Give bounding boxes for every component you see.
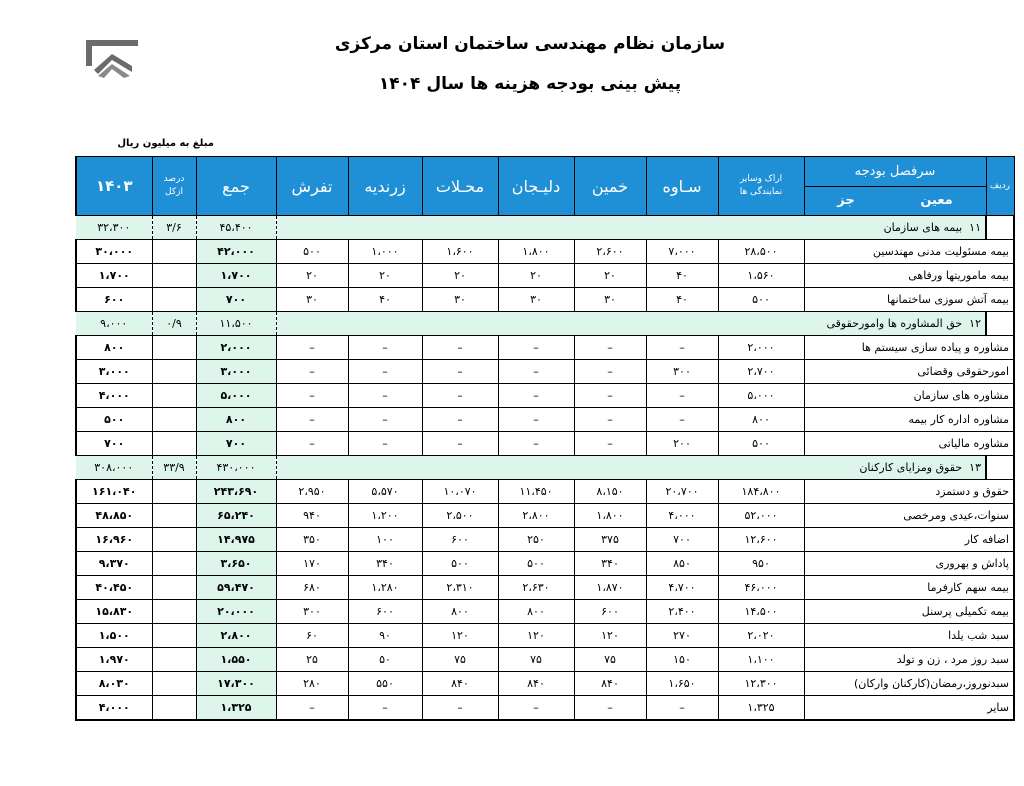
cell-tafresh: ۶۰ bbox=[276, 624, 348, 648]
group-row bbox=[76, 312, 1014, 336]
cell-tafresh: – bbox=[276, 432, 348, 456]
cell-zarandieh: ۵۵۰ bbox=[348, 672, 422, 696]
cell-saveh: – bbox=[646, 408, 718, 432]
cell-1403: ۵۰۰ bbox=[76, 408, 152, 432]
cell-tafresh: ۲۰ bbox=[276, 264, 348, 288]
cell-khomein: – bbox=[574, 408, 646, 432]
cell-tafresh: – bbox=[276, 696, 348, 721]
group-1403: ۳۲،۳۰۰ bbox=[76, 216, 152, 240]
cell-sum: ۱،۳۲۵ bbox=[196, 696, 276, 721]
cell-khomein: – bbox=[574, 696, 646, 721]
cell-delijan: ۷۵ bbox=[498, 648, 574, 672]
cell-percent bbox=[152, 360, 196, 384]
cell-saveh: ۳۰۰ bbox=[646, 360, 718, 384]
cell-sum: ۱۴،۹۷۵ bbox=[196, 528, 276, 552]
cell-saveh: ۱۵۰ bbox=[646, 648, 718, 672]
cell-zarandieh: ۱،۰۰۰ bbox=[348, 240, 422, 264]
cell-percent bbox=[152, 336, 196, 360]
budget-table bbox=[75, 156, 1015, 721]
cell-arak: ۱۴،۵۰۰ bbox=[718, 600, 804, 624]
cell-1403: ۸۰۰ bbox=[76, 336, 152, 360]
cell-delijan: – bbox=[498, 432, 574, 456]
cell-saveh: ۱،۶۵۰ bbox=[646, 672, 718, 696]
cell-item-name: سبد روز مرد ، زن و تولد bbox=[804, 648, 1014, 672]
cell-delijan: – bbox=[498, 336, 574, 360]
table-row bbox=[76, 480, 1014, 504]
cell-tafresh: ۳۰ bbox=[276, 288, 348, 312]
cell-1403: ۱،۵۰۰ bbox=[76, 624, 152, 648]
cell-sum: ۷۰۰ bbox=[196, 288, 276, 312]
cell-item-name: امورحقوقی وقضائی bbox=[804, 360, 1014, 384]
col-header-moin: معین bbox=[920, 193, 953, 209]
cell-saveh: – bbox=[646, 384, 718, 408]
table-row bbox=[76, 576, 1014, 600]
cell-1403: ۸،۰۳۰ bbox=[76, 672, 152, 696]
table-row bbox=[76, 672, 1014, 696]
cell-item-name: سایر bbox=[804, 696, 1014, 721]
cell-percent bbox=[152, 600, 196, 624]
cell-delijan: – bbox=[498, 384, 574, 408]
group-title bbox=[276, 312, 986, 336]
col-header-zarandieh: زرندیه bbox=[348, 157, 422, 216]
unit-note: مبلغ به میلیون ریال bbox=[117, 138, 214, 149]
cell-mahallat: – bbox=[422, 360, 498, 384]
cell-khomein: ۲،۶۰۰ bbox=[574, 240, 646, 264]
cell-khomein: ۳۴۰ bbox=[574, 552, 646, 576]
cell-arak: ۱،۵۶۰ bbox=[718, 264, 804, 288]
cell-mahallat: ۷۵ bbox=[422, 648, 498, 672]
cell-zarandieh: ۴۰ bbox=[348, 288, 422, 312]
cell-sum: ۱،۷۰۰ bbox=[196, 264, 276, 288]
cell-mahallat: – bbox=[422, 696, 498, 721]
cell-tafresh: ۶۸۰ bbox=[276, 576, 348, 600]
cell-arak: ۱۸۴،۸۰۰ bbox=[718, 480, 804, 504]
table-row bbox=[76, 408, 1014, 432]
cell-zarandieh: – bbox=[348, 336, 422, 360]
cell-tafresh: ۲۵ bbox=[276, 648, 348, 672]
cell-saveh: ۴۰ bbox=[646, 288, 718, 312]
group-code: ۱۱ bbox=[969, 221, 981, 234]
group-percent: ۰/۹ bbox=[152, 312, 196, 336]
cell-arak: ۲،۰۲۰ bbox=[718, 624, 804, 648]
cell-tafresh: ۱۷۰ bbox=[276, 552, 348, 576]
cell-arak: ۲،۷۰۰ bbox=[718, 360, 804, 384]
cell-khomein: ۱،۸۰۰ bbox=[574, 504, 646, 528]
cell-item-name: بیمه مسئولیت مدنی مهندسین bbox=[804, 240, 1014, 264]
cell-tafresh: ۲۸۰ bbox=[276, 672, 348, 696]
cell-1403: ۴،۰۰۰ bbox=[76, 696, 152, 721]
cell-item-name: مشاوره مالیاتی bbox=[804, 432, 1014, 456]
group-percent: ۳/۶ bbox=[152, 216, 196, 240]
cell-delijan: ۱۱،۴۵۰ bbox=[498, 480, 574, 504]
cell-item-name: اضافه کار bbox=[804, 528, 1014, 552]
table-row bbox=[76, 624, 1014, 648]
cell-khomein: ۱،۸۷۰ bbox=[574, 576, 646, 600]
cell-zarandieh: ۹۰ bbox=[348, 624, 422, 648]
cell-sum: ۲۰،۰۰۰ bbox=[196, 600, 276, 624]
cell-1403: ۱۵،۸۳۰ bbox=[76, 600, 152, 624]
cell-arak: ۱۲،۶۰۰ bbox=[718, 528, 804, 552]
cell-arak: ۹۵۰ bbox=[718, 552, 804, 576]
cell-zarandieh: ۵،۵۷۰ bbox=[348, 480, 422, 504]
cell-sum: ۵۹،۴۷۰ bbox=[196, 576, 276, 600]
col-header-tafresh: تفرش bbox=[276, 157, 348, 216]
cell-percent bbox=[152, 552, 196, 576]
table-row bbox=[76, 504, 1014, 528]
cell-1403: ۴۰،۴۵۰ bbox=[76, 576, 152, 600]
cell-sum: ۵،۰۰۰ bbox=[196, 384, 276, 408]
cell-mahallat: ۲،۳۱۰ bbox=[422, 576, 498, 600]
table-row bbox=[76, 360, 1014, 384]
col-header-budget-title: سرفصل بودجه bbox=[805, 157, 986, 187]
cell-sum: ۲،۰۰۰ bbox=[196, 336, 276, 360]
cell-khomein: ۶۰۰ bbox=[574, 600, 646, 624]
cell-item-name: بیمه تکمیلی پرسنل bbox=[804, 600, 1014, 624]
cell-item-name: مشاوره های سازمان bbox=[804, 384, 1014, 408]
cell-delijan: ۲،۸۰۰ bbox=[498, 504, 574, 528]
cell-saveh: ۲۷۰ bbox=[646, 624, 718, 648]
cell-percent bbox=[152, 384, 196, 408]
cell-tafresh: – bbox=[276, 384, 348, 408]
cell-khomein: – bbox=[574, 432, 646, 456]
cell-mahallat: – bbox=[422, 384, 498, 408]
cell-zarandieh: ۲۰ bbox=[348, 264, 422, 288]
col-header-saveh: سـاوه bbox=[646, 157, 718, 216]
table-row bbox=[76, 528, 1014, 552]
col-header-percent bbox=[152, 157, 196, 216]
cell-percent bbox=[152, 624, 196, 648]
cell-mahallat: ۱،۶۰۰ bbox=[422, 240, 498, 264]
cell-tafresh: ۲،۹۵۰ bbox=[276, 480, 348, 504]
group-radif-cell bbox=[986, 312, 1014, 336]
cell-khomein: – bbox=[574, 360, 646, 384]
cell-khomein: ۳۰ bbox=[574, 288, 646, 312]
cell-mahallat: ۱۰،۰۷۰ bbox=[422, 480, 498, 504]
cell-zarandieh: ۱،۲۰۰ bbox=[348, 504, 422, 528]
cell-arak: ۵۰۰ bbox=[718, 288, 804, 312]
cell-percent bbox=[152, 288, 196, 312]
col-header-budget-head bbox=[804, 157, 986, 216]
cell-1403: ۱۶،۹۶۰ bbox=[76, 528, 152, 552]
cell-item-name: سبد شب یلدا bbox=[804, 624, 1014, 648]
cell-sum: ۲،۸۰۰ bbox=[196, 624, 276, 648]
cell-item-name: سبدنوروز،رمضان(کارکنان وارکان) bbox=[804, 672, 1014, 696]
cell-arak: ۵،۰۰۰ bbox=[718, 384, 804, 408]
table-row bbox=[76, 240, 1014, 264]
table-row bbox=[76, 264, 1014, 288]
cell-khomein: ۷۵ bbox=[574, 648, 646, 672]
table-row bbox=[76, 696, 1014, 721]
cell-1403: ۶۰۰ bbox=[76, 288, 152, 312]
group-row bbox=[76, 456, 1014, 480]
cell-sum: ۳،۰۰۰ bbox=[196, 360, 276, 384]
cell-arak: ۱۲،۳۰۰ bbox=[718, 672, 804, 696]
table-row bbox=[76, 288, 1014, 312]
cell-zarandieh: – bbox=[348, 696, 422, 721]
cell-item-name: بیمه آتش سوزی ساختمانها bbox=[804, 288, 1014, 312]
cell-khomein: ۸،۱۵۰ bbox=[574, 480, 646, 504]
cell-delijan: – bbox=[498, 696, 574, 721]
table-row bbox=[76, 648, 1014, 672]
cell-delijan: – bbox=[498, 408, 574, 432]
cell-1403: ۳،۰۰۰ bbox=[76, 360, 152, 384]
cell-zarandieh: ۶۰۰ bbox=[348, 600, 422, 624]
cell-1403: ۱،۷۰۰ bbox=[76, 264, 152, 288]
cell-sum: ۴۲،۰۰۰ bbox=[196, 240, 276, 264]
cell-saveh: ۸۵۰ bbox=[646, 552, 718, 576]
table-header-row bbox=[76, 157, 1014, 216]
group-code: ۱۲ bbox=[969, 317, 981, 330]
col-header-mahallat: محـلات bbox=[422, 157, 498, 216]
cell-item-name: حقوق و دستمزد bbox=[804, 480, 1014, 504]
group-1403: ۹،۰۰۰ bbox=[76, 312, 152, 336]
cell-delijan: – bbox=[498, 360, 574, 384]
col-header-delijan: دلیـجان bbox=[498, 157, 574, 216]
cell-sum: ۷۰۰ bbox=[196, 432, 276, 456]
group-1403: ۳۰۸،۰۰۰ bbox=[76, 456, 152, 480]
cell-saveh: ۴،۷۰۰ bbox=[646, 576, 718, 600]
cell-zarandieh: ۵۰ bbox=[348, 648, 422, 672]
cell-saveh: ۲،۴۰۰ bbox=[646, 600, 718, 624]
cell-tafresh: ۳۵۰ bbox=[276, 528, 348, 552]
cell-khomein: ۸۴۰ bbox=[574, 672, 646, 696]
cell-khomein: – bbox=[574, 384, 646, 408]
cell-zarandieh: ۱،۲۸۰ bbox=[348, 576, 422, 600]
cell-percent bbox=[152, 264, 196, 288]
group-row bbox=[76, 216, 1014, 240]
cell-sum: ۱،۵۵۰ bbox=[196, 648, 276, 672]
cell-zarandieh: – bbox=[348, 408, 422, 432]
report-title: پیش بینی بودجه هزینه ها سال ۱۴۰۴ bbox=[378, 74, 682, 94]
organization-title: سازمان نظام مهندسی ساختمان استان مرکزی bbox=[334, 34, 726, 54]
table-row bbox=[76, 384, 1014, 408]
cell-1403: ۳۰،۰۰۰ bbox=[76, 240, 152, 264]
cell-khomein: ۲۰ bbox=[574, 264, 646, 288]
cell-item-name: پاداش و بهروری bbox=[804, 552, 1014, 576]
cell-sum: ۲۴۳،۶۹۰ bbox=[196, 480, 276, 504]
cell-khomein: ۱۲۰ bbox=[574, 624, 646, 648]
cell-mahallat: ۶۰۰ bbox=[422, 528, 498, 552]
col-header-arak-text: اراک وسایر نمایندگی ها bbox=[739, 174, 783, 197]
table-row bbox=[76, 552, 1014, 576]
cell-percent bbox=[152, 696, 196, 721]
col-header-percent-text: درصد ازکل bbox=[163, 174, 185, 197]
organization-logo-icon bbox=[82, 36, 142, 82]
cell-1403: ۷۰۰ bbox=[76, 432, 152, 456]
cell-zarandieh: – bbox=[348, 384, 422, 408]
cell-sum: ۱۷،۳۰۰ bbox=[196, 672, 276, 696]
cell-delijan: ۲۰ bbox=[498, 264, 574, 288]
group-title bbox=[276, 456, 986, 480]
cell-item-name: مشاوره اداره کار بیمه bbox=[804, 408, 1014, 432]
group-percent: ۳۳/۹ bbox=[152, 456, 196, 480]
cell-1403: ۴،۰۰۰ bbox=[76, 384, 152, 408]
cell-arak: ۵۰۰ bbox=[718, 432, 804, 456]
cell-percent bbox=[152, 528, 196, 552]
cell-mahallat: ۸۰۰ bbox=[422, 600, 498, 624]
cell-percent bbox=[152, 672, 196, 696]
cell-arak: ۲۸،۵۰۰ bbox=[718, 240, 804, 264]
cell-mahallat: ۲۰ bbox=[422, 264, 498, 288]
cell-mahallat: ۳۰ bbox=[422, 288, 498, 312]
cell-arak: ۱،۳۲۵ bbox=[718, 696, 804, 721]
cell-mahallat: – bbox=[422, 336, 498, 360]
col-header-sum: جمع bbox=[196, 157, 276, 216]
group-code: ۱۳ bbox=[969, 461, 981, 474]
table-row bbox=[76, 336, 1014, 360]
cell-mahallat: ۲،۵۰۰ bbox=[422, 504, 498, 528]
group-title-text: حقوق ومزایای کارکنان bbox=[859, 461, 963, 474]
col-header-radif: ردیف bbox=[986, 157, 1014, 216]
cell-arak: ۱،۱۰۰ bbox=[718, 648, 804, 672]
cell-delijan: ۲۵۰ bbox=[498, 528, 574, 552]
cell-percent bbox=[152, 576, 196, 600]
group-title bbox=[276, 216, 986, 240]
cell-saveh: ۲۰،۷۰۰ bbox=[646, 480, 718, 504]
col-header-khomein: خمین bbox=[574, 157, 646, 216]
cell-mahallat: ۱۲۰ bbox=[422, 624, 498, 648]
cell-delijan: ۸۴۰ bbox=[498, 672, 574, 696]
cell-mahallat: – bbox=[422, 408, 498, 432]
cell-tafresh: ۹۴۰ bbox=[276, 504, 348, 528]
cell-khomein: – bbox=[574, 336, 646, 360]
cell-mahallat: – bbox=[422, 432, 498, 456]
cell-saveh: – bbox=[646, 336, 718, 360]
cell-delijan: ۸۰۰ bbox=[498, 600, 574, 624]
cell-mahallat: ۵۰۰ bbox=[422, 552, 498, 576]
cell-tafresh: ۵۰۰ bbox=[276, 240, 348, 264]
group-title-text: بیمه های سازمان bbox=[883, 221, 963, 234]
cell-item-name: مشاوره و پیاده سازی سیستم ها bbox=[804, 336, 1014, 360]
cell-arak: ۴۶،۰۰۰ bbox=[718, 576, 804, 600]
cell-mahallat: ۸۴۰ bbox=[422, 672, 498, 696]
cell-zarandieh: ۳۴۰ bbox=[348, 552, 422, 576]
group-radif-cell bbox=[986, 456, 1014, 480]
group-radif-cell bbox=[986, 216, 1014, 240]
table-row bbox=[76, 600, 1014, 624]
cell-delijan: ۳۰ bbox=[498, 288, 574, 312]
cell-saveh: ۲۰۰ bbox=[646, 432, 718, 456]
cell-delijan: ۵۰۰ bbox=[498, 552, 574, 576]
cell-tafresh: – bbox=[276, 336, 348, 360]
cell-item-name: بیمه سهم کارفرما bbox=[804, 576, 1014, 600]
col-header-arak bbox=[718, 157, 804, 216]
cell-percent bbox=[152, 648, 196, 672]
cell-saveh: – bbox=[646, 696, 718, 721]
cell-saveh: ۴،۰۰۰ bbox=[646, 504, 718, 528]
cell-sum: ۶۵،۲۴۰ bbox=[196, 504, 276, 528]
group-sum: ۴۳۰،۰۰۰ bbox=[196, 456, 276, 480]
cell-arak: ۸۰۰ bbox=[718, 408, 804, 432]
cell-arak: ۵۲،۰۰۰ bbox=[718, 504, 804, 528]
cell-zarandieh: – bbox=[348, 432, 422, 456]
cell-zarandieh: ۱۰۰ bbox=[348, 528, 422, 552]
cell-item-name: بیمه ماموریتها ورفاهی bbox=[804, 264, 1014, 288]
cell-1403: ۴۸،۸۵۰ bbox=[76, 504, 152, 528]
cell-tafresh: – bbox=[276, 360, 348, 384]
col-header-joz: جز bbox=[837, 193, 855, 209]
cell-arak: ۲،۰۰۰ bbox=[718, 336, 804, 360]
cell-percent bbox=[152, 432, 196, 456]
group-title-text: حق المشاوره ها وامورحقوقی bbox=[826, 317, 963, 330]
cell-percent bbox=[152, 504, 196, 528]
cell-sum: ۳،۶۵۰ bbox=[196, 552, 276, 576]
cell-delijan: ۱،۸۰۰ bbox=[498, 240, 574, 264]
cell-tafresh: ۳۰۰ bbox=[276, 600, 348, 624]
cell-delijan: ۲،۶۳۰ bbox=[498, 576, 574, 600]
cell-percent bbox=[152, 480, 196, 504]
group-sum: ۴۵،۴۰۰ bbox=[196, 216, 276, 240]
cell-percent bbox=[152, 240, 196, 264]
cell-1403: ۱۶۱،۰۴۰ bbox=[76, 480, 152, 504]
cell-sum: ۸۰۰ bbox=[196, 408, 276, 432]
cell-delijan: ۱۲۰ bbox=[498, 624, 574, 648]
cell-saveh: ۷،۰۰۰ bbox=[646, 240, 718, 264]
cell-khomein: ۳۷۵ bbox=[574, 528, 646, 552]
cell-1403: ۱،۹۷۰ bbox=[76, 648, 152, 672]
cell-saveh: ۴۰ bbox=[646, 264, 718, 288]
group-sum: ۱۱،۵۰۰ bbox=[196, 312, 276, 336]
cell-tafresh: – bbox=[276, 408, 348, 432]
col-header-1403: ۱۴۰۳ bbox=[76, 157, 152, 216]
cell-item-name: سنوات،عیدی ومرخصی bbox=[804, 504, 1014, 528]
cell-saveh: ۷۰۰ bbox=[646, 528, 718, 552]
cell-percent bbox=[152, 408, 196, 432]
cell-zarandieh: – bbox=[348, 360, 422, 384]
table-row bbox=[76, 432, 1014, 456]
cell-1403: ۹،۳۷۰ bbox=[76, 552, 152, 576]
